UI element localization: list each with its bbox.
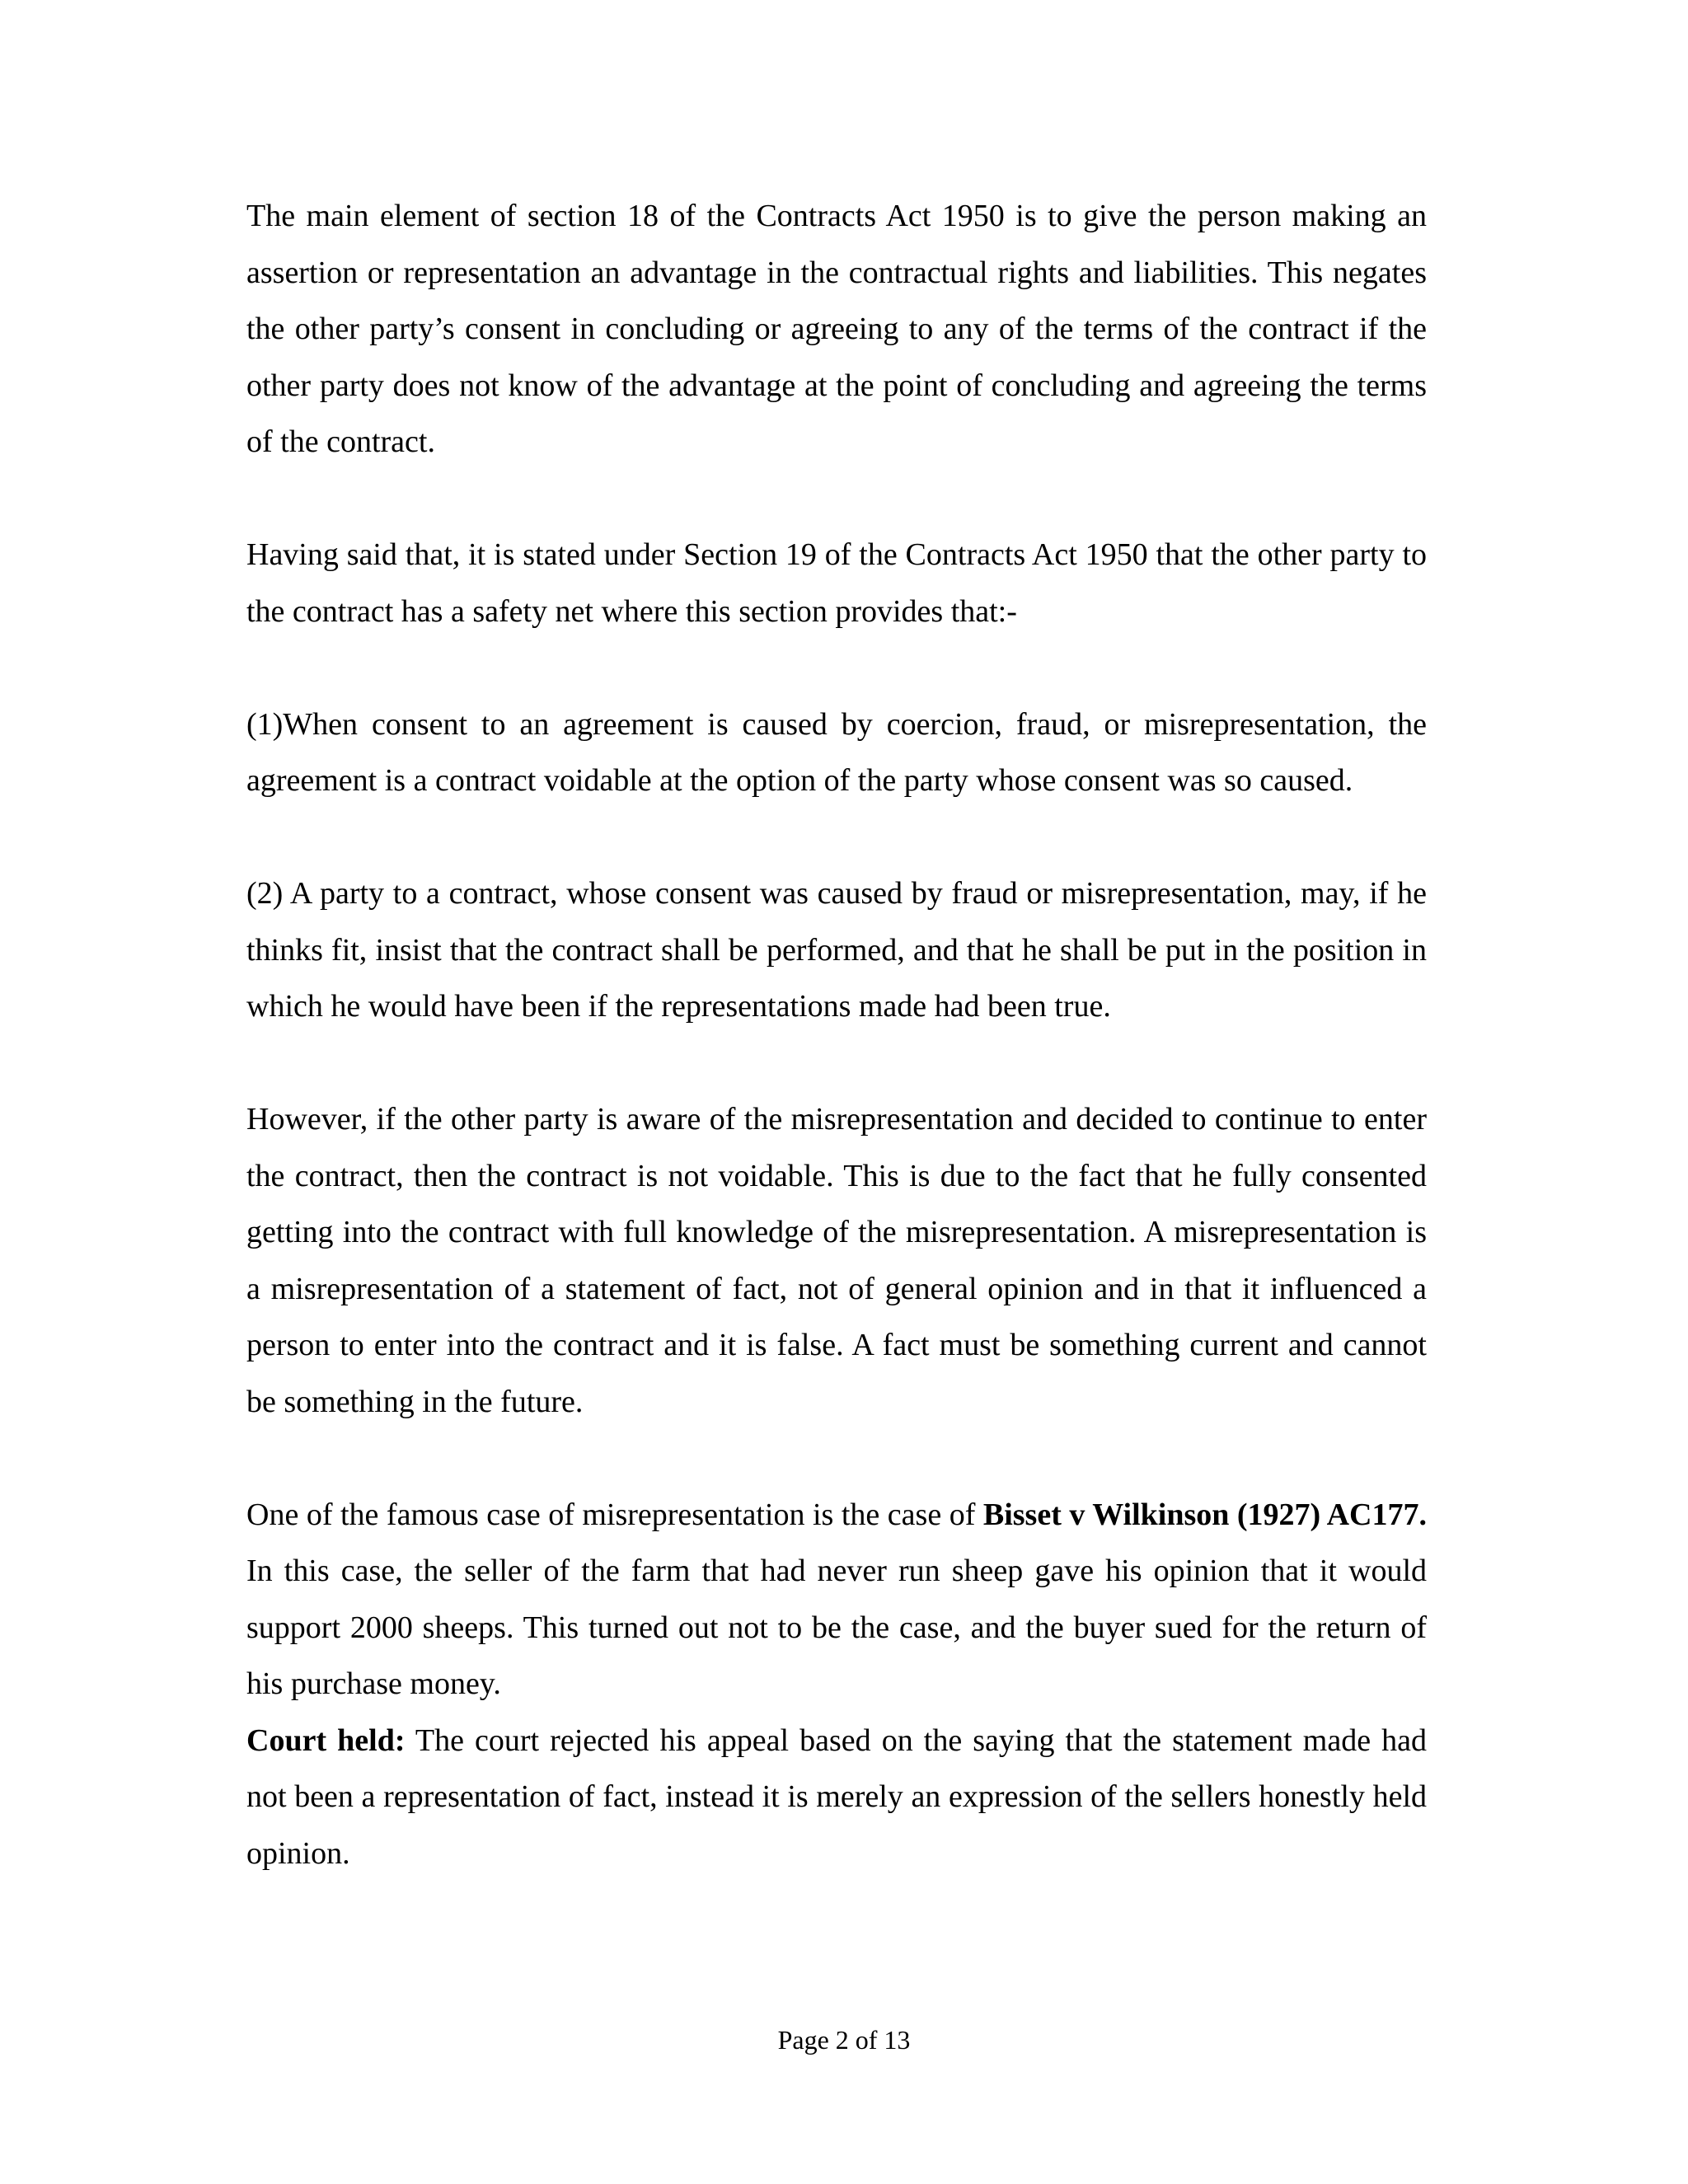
court-held-text: The court rejected his appeal based on the saying that the statement made had not been a representation of fact, instead it is merely an expression of the sellers honestly held opinion. (246, 1722, 1427, 1871)
paragraph-court-held (246, 1713, 1427, 1882)
paragraph-section-18: The main element of section 18 of the Contracts Act 1950 is to give the person making an assertion or representation an advantage in the contractual rights and liabilities. This negates the other party’s consent in concluding or agreeing to any of the terms of the contract if the other party does not know of the advantage at the point of concluding and agreeing the terms of the contract. (246, 199, 1427, 459)
paragraph-section-19-intro: Having said that, it is stated under Section 19 of the Contracts Act 1950 that the other party to the contract has a safety net where this section provides that:- (246, 537, 1427, 629)
paragraph-subsection-1: (1)When consent to an agreement is caused by coercion, fraud, or misrepresentation, the agreement is a contract voidable at the option of the party whose consent was so caused. (246, 706, 1427, 798)
court-held-label: Court held: (246, 1722, 406, 1758)
paragraph-subsection-2: (2) A party to a contract, whose consent was caused by fraud or misrepresentation, may, if he thinks fit, insist that the contract shall be performed, and that he shall be put in the position in which he would have been if the representations made had been true. (246, 876, 1427, 1024)
paragraph-case (246, 1487, 1427, 1713)
case-body-text: In this case, the seller of the farm that had never run sheep gave his opinion that it would support 2000 sheeps. This turned out not to be the case, and the buyer sued for the return of his purchase money. (246, 1554, 1427, 1701)
document-body (246, 188, 1427, 1882)
case-citation: Bisset v Wilkinson (1927) AC177. (982, 1497, 1427, 1532)
paragraph-misrepresentation: However, if the other party is aware of the misrepresentation and decided to continue to enter the contract, then the contract is not voidable. This is due to the fact that he fully consented getting into the contract with full knowledge of the misrepresentation. A misrepresentation is a misrepresentation of a statement of fact, not of general opinion and in that it influenced a person to enter into the contract and it is false. A fact must be something current and cannot be something in the future. (246, 1102, 1427, 1419)
page-number-footer: Page 2 of 13 (777, 2025, 911, 2055)
case-intro-text: One of the famous case of misrepresentation is the case of (246, 1497, 983, 1532)
